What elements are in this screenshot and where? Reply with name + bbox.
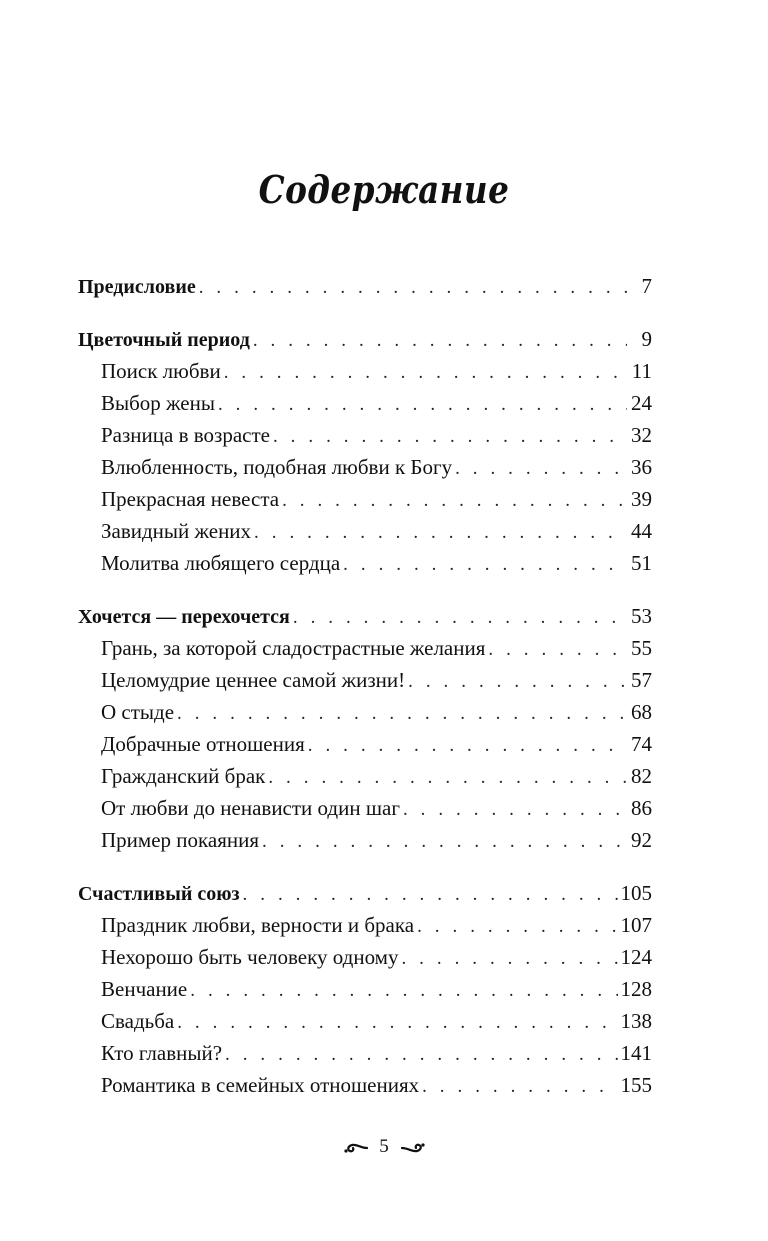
toc-subentry[interactable] [78,792,652,824]
page-title: Содержание [258,167,510,213]
toc-subentry[interactable] [78,515,652,547]
dot-leader [282,485,627,517]
toc-subentry-page: 68 [631,700,652,724]
dot-leader [488,634,627,666]
toc-subentry[interactable] [78,664,652,696]
toc-subentry-page: 57 [631,668,652,692]
toc-subentry-label: От любви до ненависти один шаг [101,796,400,820]
dot-leader [243,879,618,911]
toc-subentry-label: Кто главный? [101,1041,223,1065]
toc-subentry[interactable] [78,451,652,483]
dot-leader [403,794,627,826]
dot-leader [199,272,627,304]
toc-subentry-page: 11 [631,359,652,383]
toc-subentry-page: 141 [620,1041,652,1065]
toc-subentry[interactable] [78,696,652,728]
toc-subentry-label: Разница в возрасте [101,423,270,447]
dot-leader [177,1007,617,1039]
toc-subentry[interactable] [78,1069,652,1101]
toc-subentry-page: 82 [631,764,652,788]
toc-entry-label: Хочется — перехочется [78,606,290,628]
toc-subentry[interactable] [78,547,652,579]
toc-subentry-label: Свадьба [101,1009,175,1033]
toc-entry-label: Цветочный период [78,329,250,351]
toc-subentry-label: Праздник любви, верности и брака [101,913,415,937]
dot-leader [273,421,627,453]
toc-subentry-label: Пример покаяния [101,828,260,852]
toc-subentry-label: Влюбленность, подобная любви к Богу [101,455,453,479]
toc-subentry-label: Завидный жених [101,519,252,543]
toc-entry-label: Счастливый союз [78,883,240,905]
toc-entry-page: 7 [641,274,652,298]
dot-leader [254,517,627,549]
toc-subentry-label: Венчание [101,977,188,1001]
toc-subentry[interactable] [78,355,652,387]
toc-subentry-label: Целомудрие ценнее самой жизни! [101,668,406,692]
toc-subentry-page: 107 [620,913,652,937]
toc-subentry[interactable] [78,728,652,760]
dot-leader [218,389,627,421]
dot-leader [190,975,617,1007]
toc-subentry-label: Выбор жены [101,391,215,415]
toc-section-happy-union [78,877,652,1101]
toc-section-want-unwant [78,600,652,856]
toc-subentry[interactable] [78,1037,652,1069]
toc-entry[interactable] [78,600,652,632]
toc-section-flower-period [78,323,652,579]
toc-subentry[interactable] [78,1005,652,1037]
toc-subentry-page: 74 [631,732,652,756]
dot-leader [422,1071,617,1103]
toc-entry-label: Предисловие [78,276,196,298]
page-footer [0,1135,768,1159]
toc-subentry-page: 24 [631,391,652,415]
toc-section-preface [78,270,652,302]
toc-subentry-page: 128 [620,977,652,1001]
toc-subentry[interactable] [78,824,652,856]
toc-subentry-label: Поиск любви [101,359,221,383]
toc-subentry-page: 124 [620,945,652,969]
dot-leader [417,911,617,943]
toc-subentry-label: Романтика в семейных отношениях [101,1073,420,1097]
toc-subentry-label: О стыде [101,700,175,724]
dot-leader [401,943,617,975]
toc-subentry-page: 86 [631,796,652,820]
toc-subentry-page: 32 [631,423,652,447]
dot-leader [343,549,627,581]
dot-leader [455,453,627,485]
toc-subentry-page: 44 [631,519,652,543]
toc-subentry-label: Добрачные отношения [101,732,305,756]
toc-subentry-page: 92 [631,828,652,852]
toc-subentry[interactable] [78,760,652,792]
dot-leader [224,357,627,389]
page-number: 5 [379,1136,389,1157]
dot-leader [308,730,627,762]
toc-entry[interactable] [78,877,652,909]
toc-subentry-page: 138 [620,1009,652,1033]
toc-subentry-page: 55 [631,636,652,660]
right-flourish-icon [400,1140,426,1156]
toc-entry-page: 9 [641,327,652,351]
dot-leader [262,826,627,858]
toc-subentry[interactable] [78,419,652,451]
toc-subentry[interactable] [78,941,652,973]
dot-leader [253,325,627,357]
toc-subentry[interactable] [78,483,652,515]
dot-leader [225,1039,617,1071]
toc-subentry[interactable] [78,632,652,664]
toc-subentry-label: Грань, за которой сладострастные желания [101,636,486,660]
toc-subentry-page: 36 [631,455,652,479]
toc-entry-page: 53 [631,604,652,628]
table-of-contents [78,270,652,1122]
left-flourish-icon [343,1140,369,1156]
toc-subentry-label: Прекрасная невеста [101,487,280,511]
toc-subentry[interactable] [78,973,652,1005]
dot-leader [268,762,627,794]
dot-leader [293,602,627,634]
toc-subentry[interactable] [78,387,652,419]
toc-entry[interactable] [78,323,652,355]
toc-subentry-page: 51 [631,551,652,575]
toc-subentry-page: 155 [620,1073,652,1097]
toc-subentry[interactable] [78,909,652,941]
dot-leader [177,698,627,730]
toc-subentry-page: 39 [631,487,652,511]
toc-subentry-label: Молитва любящего сердца [101,551,341,575]
dot-leader [408,666,627,698]
toc-entry-page: 105 [620,881,652,905]
toc-subentry-label: Нехорошо быть человеку одному [101,945,399,969]
toc-entry[interactable] [78,270,652,302]
toc-subentry-label: Гражданский брак [101,764,266,788]
